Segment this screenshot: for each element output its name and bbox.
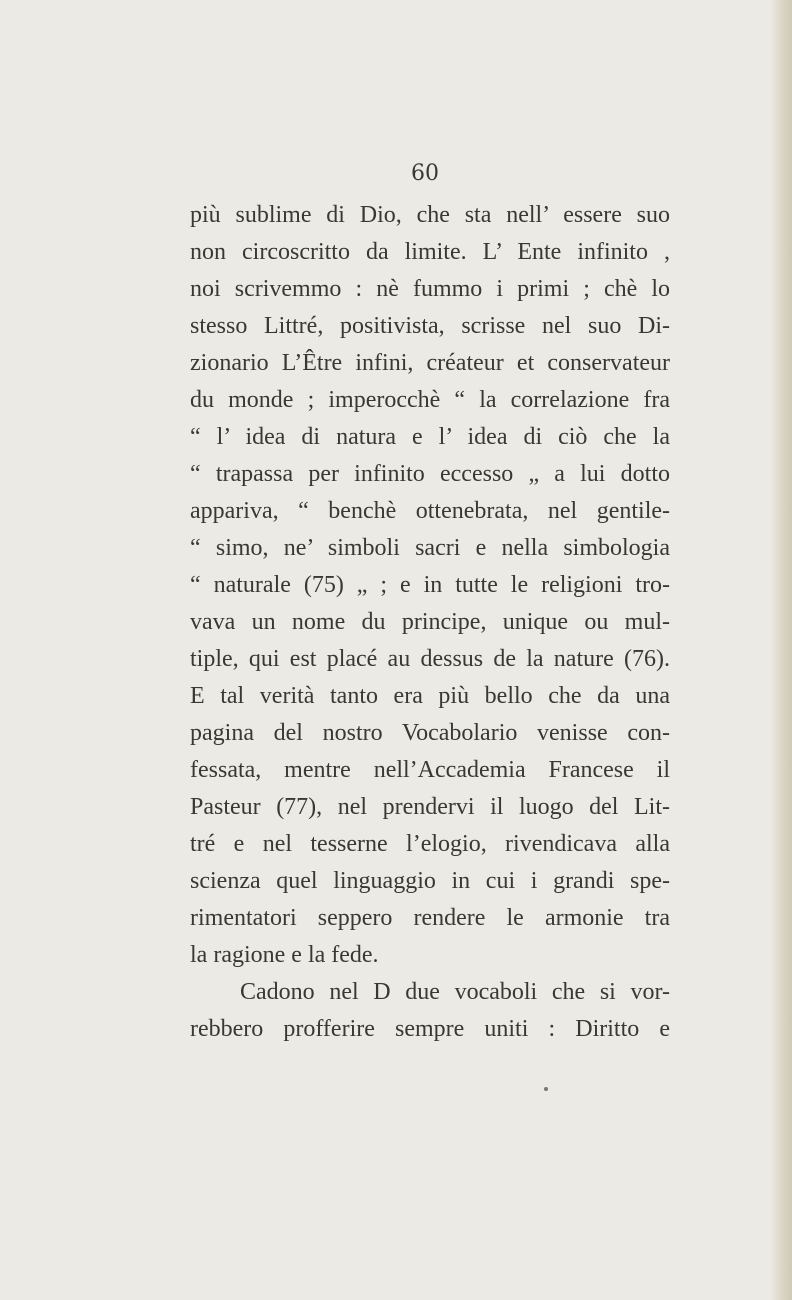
text-line-12: vava un nome du principe, unique ou mul- xyxy=(190,609,670,635)
text-line-8: “ trapassa per infinito eccesso „ a lui dotto xyxy=(190,461,670,487)
text-line-3: noi scrivemmo : nè fummo i primi ; chè lo xyxy=(190,276,670,302)
text-line-10: “ simo, ne’ simboli sacri e nella simbologia xyxy=(190,535,670,561)
text-line-14: E tal verità tanto era più bello che da una xyxy=(190,683,670,709)
page-edge-shadow xyxy=(770,0,792,1300)
ink-speck xyxy=(544,1087,548,1091)
text-line-15: pagina del nostro Vocabolario venisse con- xyxy=(190,720,670,746)
text-line-20: rimentatori seppero rendere le armonie tra xyxy=(190,905,670,931)
text-line-17: Pasteur (77), nel prendervi il luogo del Lit- xyxy=(190,794,670,820)
text-line-23: rebbero profferire sempre uniti : Diritto e xyxy=(190,1016,670,1042)
text-line-4: stesso Littré, positivista, scrisse nel suo Di- xyxy=(190,313,670,339)
text-line-22: Cadono nel D due vocaboli che si vor- xyxy=(240,979,670,1005)
text-line-9: appariva, “ benchè ottenebrata, nel gentile- xyxy=(190,498,670,524)
text-line-16: fessata, mentre nell’Accademia Francese il xyxy=(190,757,670,783)
text-line-5: zionario L’Être infini, créateur et conservateur xyxy=(190,350,670,376)
text-line-6: du monde ; imperocchè “ la correlazione fra xyxy=(190,387,670,413)
body-text xyxy=(190,197,670,1048)
text-line-18: tré e nel tesserne l’elogio, rivendicava alla xyxy=(190,831,670,857)
page-number: 60 xyxy=(411,161,439,186)
text-line-1: più sublime di Dio, che sta nell’ essere suo xyxy=(190,202,670,228)
text-line-13: tiple, qui est placé au dessus de la nature (76). xyxy=(190,646,670,672)
text-line-19: scienza quel linguaggio in cui i grandi spe- xyxy=(190,868,670,894)
text-line-2: non circoscritto da limite. L’ Ente infinito , xyxy=(190,239,670,265)
text-line-7: “ l’ idea di natura e l’ idea di ciò che la xyxy=(190,424,670,450)
text-line-11: “ naturale (75) „ ; e in tutte le religioni tro- xyxy=(190,572,670,598)
text-line-21: la ragione e la fede. xyxy=(190,942,379,968)
